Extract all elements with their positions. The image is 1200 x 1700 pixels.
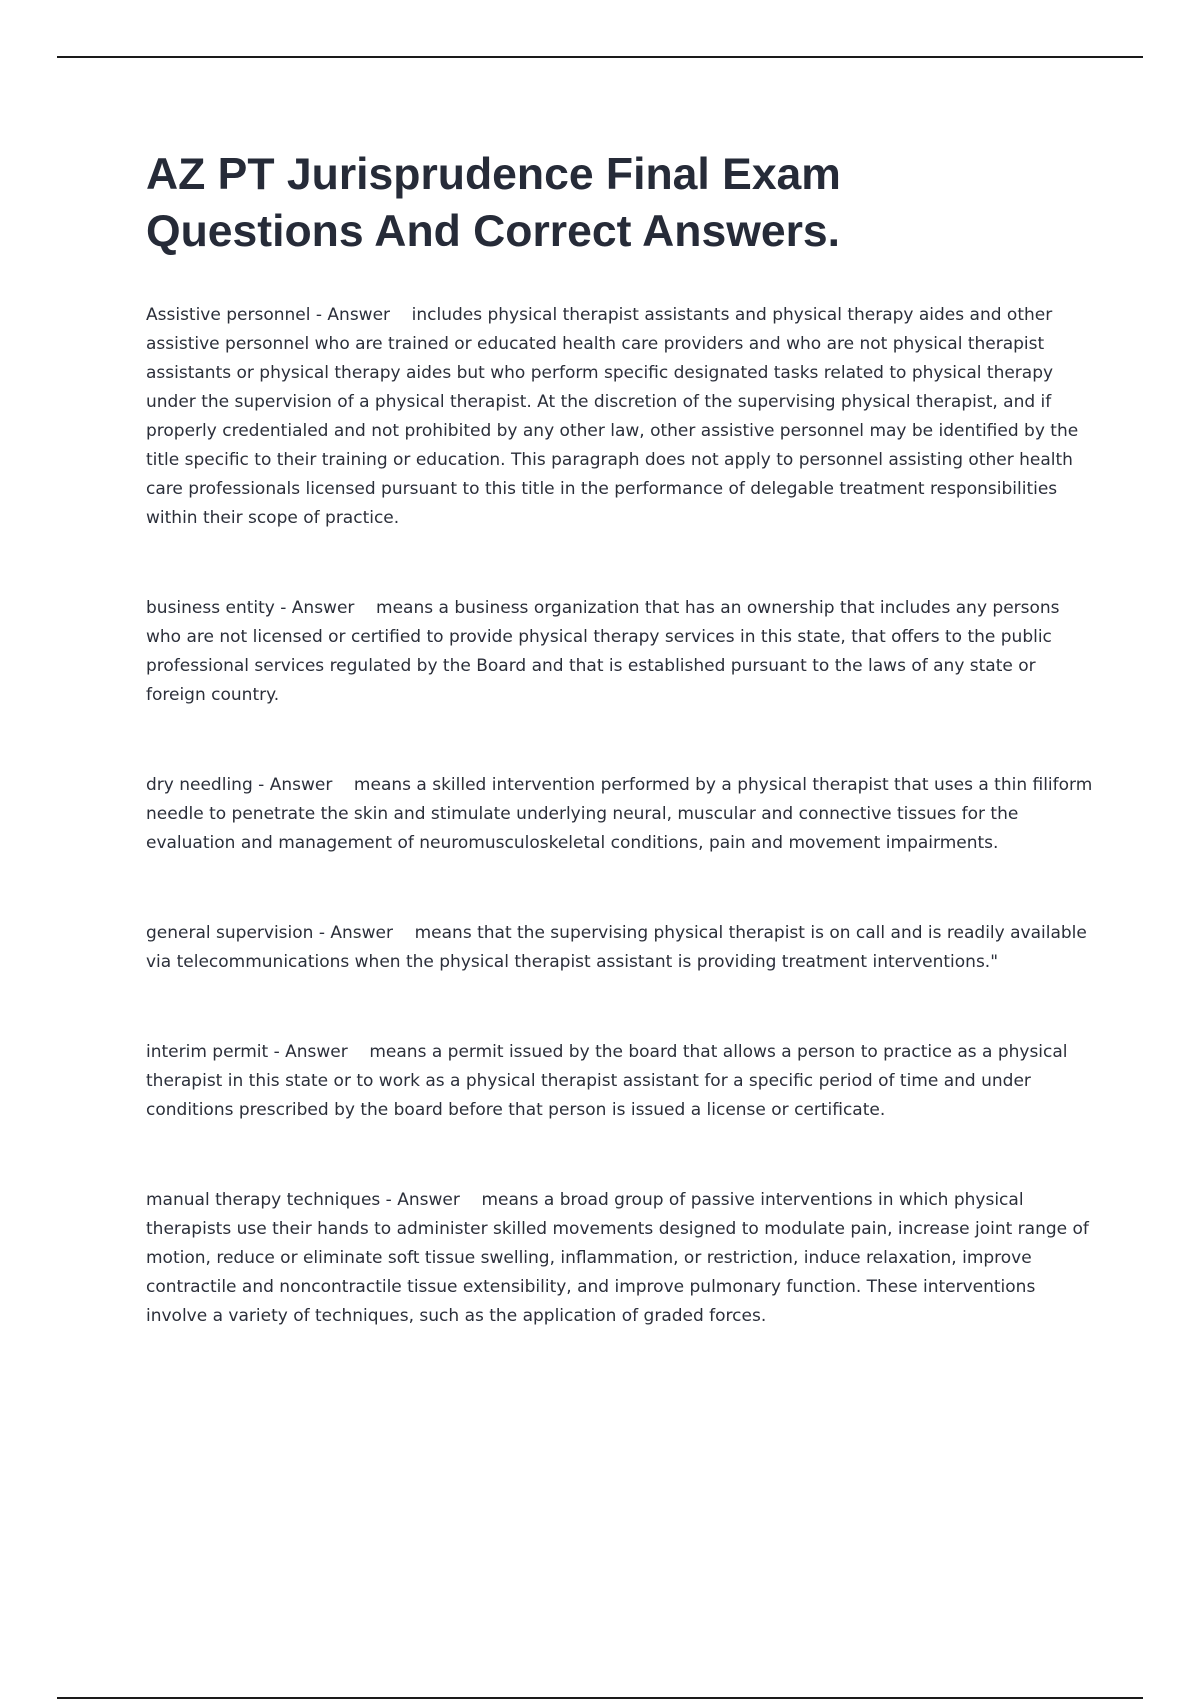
answer-separator: - Answer: [268, 1042, 370, 1062]
entry-answer: means a business organization that has an ownership that includes any persons who are not licensed or certified to provide physical therapy services in this state, that offers to the public professional services regulated by the Board and that is established pursuant to the laws of any state or foreign country.: [146, 598, 1060, 705]
entry-answer: means a skilled intervention performed by a physical therapist that uses a thin filiform needle to penetrate the skin and stimulate underlying neural, muscular and connective tissues for the evaluation and management of neuromusculoskeletal conditions, pain and movement impairments.: [146, 775, 1093, 853]
footer-rule: [57, 1697, 1143, 1699]
entry-term: business entity: [146, 598, 275, 618]
entry-list: [146, 301, 1096, 1392]
entry-interim-permit: [146, 1038, 1096, 1125]
entry-term: dry needling: [146, 775, 253, 795]
entry-term: manual therapy techniques: [146, 1190, 381, 1210]
entry-business-entity: [146, 594, 1096, 710]
entry-manual-therapy-techniques: [146, 1186, 1096, 1331]
answer-separator: - Answer: [252, 775, 354, 795]
answer-separator: - Answer: [380, 1190, 482, 1210]
page-title: AZ PT Jurisprudence Final Exam Questions And Correct Answers.: [146, 150, 841, 256]
entry-answer: includes physical therapist assistants and physical therapy aides and other assistive personnel who are trained or educated health care providers and who are not physical therapist assistants or physical therapy aides but who perform specific designated tasks related to physical therapy under the supervision of a physical therapist. At the discretion of the supervising physical therapist, and if properly credentialed and not prohibited by any other law, other assistive personnel may be identified by the title specific to their training or education. This paragraph does not apply to personnel assisting other health care professionals licensed pursuant to this title in the performance of delegable treatment responsibilities within their scope of practice.: [146, 305, 1079, 528]
entry-term: interim permit: [146, 1042, 269, 1062]
answer-separator: - Answer: [313, 923, 415, 943]
entry-general-supervision: [146, 919, 1096, 977]
entry-answer: means a broad group of passive interventions in which physical therapists use their hands to administer skilled movements designed to modulate pain, increase joint range of motion, reduce or eliminate soft tissue swelling, inflammation, or restriction, induce relaxation, improve contractile and noncontractile tissue extensibility, and improve pulmonary function. These interventions involve a variety of techniques, such as the application of graded forces.: [146, 1190, 1089, 1326]
entry-term: general supervision: [146, 923, 314, 943]
entry-assistive-personnel: [146, 301, 1096, 533]
entry-term: Assistive personnel: [146, 305, 311, 325]
entry-answer: means a permit issued by the board that allows a person to practice as a physical therapist in this state or to work as a physical therapist assistant for a specific period of time and under conditions prescribed by the board before that person is issued a license or certificate.: [146, 1042, 1068, 1120]
answer-separator: - Answer: [310, 305, 412, 325]
entry-dry-needling: [146, 771, 1096, 858]
answer-separator: - Answer: [274, 598, 377, 618]
entry-answer: means that the supervising physical therapist is on call and is readily available via telecommunications when the physical therapist assistant is providing treatment interventions.": [146, 923, 1087, 972]
header-rule: [57, 56, 1143, 58]
